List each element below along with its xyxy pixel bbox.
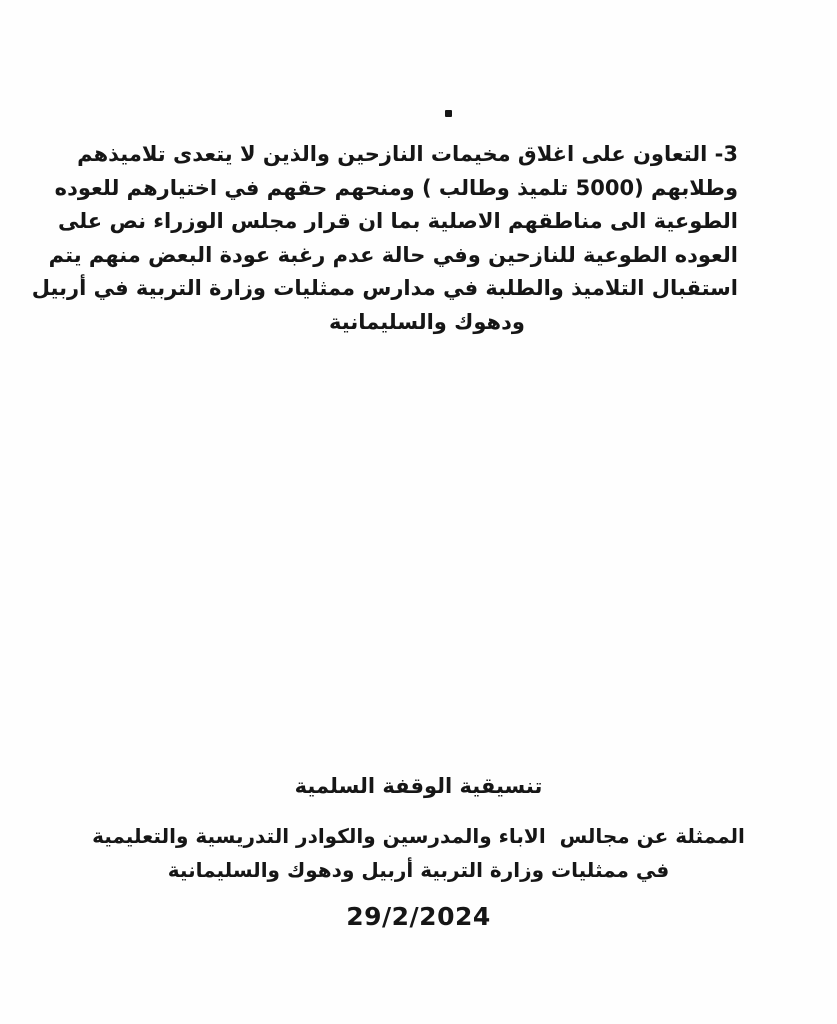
paragraph-line-3: الطوعية الى مناطقهم الاصلية بما ان قرار مجلس الوزراء نص على: [57, 209, 738, 233]
signature-block: [0, 772, 837, 932]
signature-date: 29/2/2024: [346, 902, 491, 931]
paragraph-line-6: ودهوك والسليمانية: [329, 309, 525, 334]
paragraph-line-5: استقبال التلاميذ والطلبة في مدارس ممثليات وزارة التربية في أربيل: [31, 276, 738, 300]
paragraph-line-2: وطلابهم (5000 تلميذ وطالب ) ومنحهم حقهم في اختيارهم للعوده: [54, 175, 738, 200]
signature-subtitle-2: في ممثليات وزارة التربية أربيل ودهوك والسليمانية: [167, 858, 670, 882]
clause-3-paragraph: [31, 138, 738, 339]
paragraph-line-1: 3- التعاون على اغلاق مخيمات النازحين والذين لا يتعدى تلاميذهم: [77, 142, 738, 166]
signature-title: تنسيقية الوقفة السلمية: [294, 774, 543, 798]
paragraph-line-4: العوده الطوعية للنازحين وفي حالة عدم رغبة عودة البعض منهم يتم: [48, 242, 738, 267]
period-dot: [445, 110, 452, 117]
signature-subtitle-1: الممثلة عن مجالس الاباء والمدرسين والكوادر التدريسية والتعليمية: [92, 824, 745, 848]
